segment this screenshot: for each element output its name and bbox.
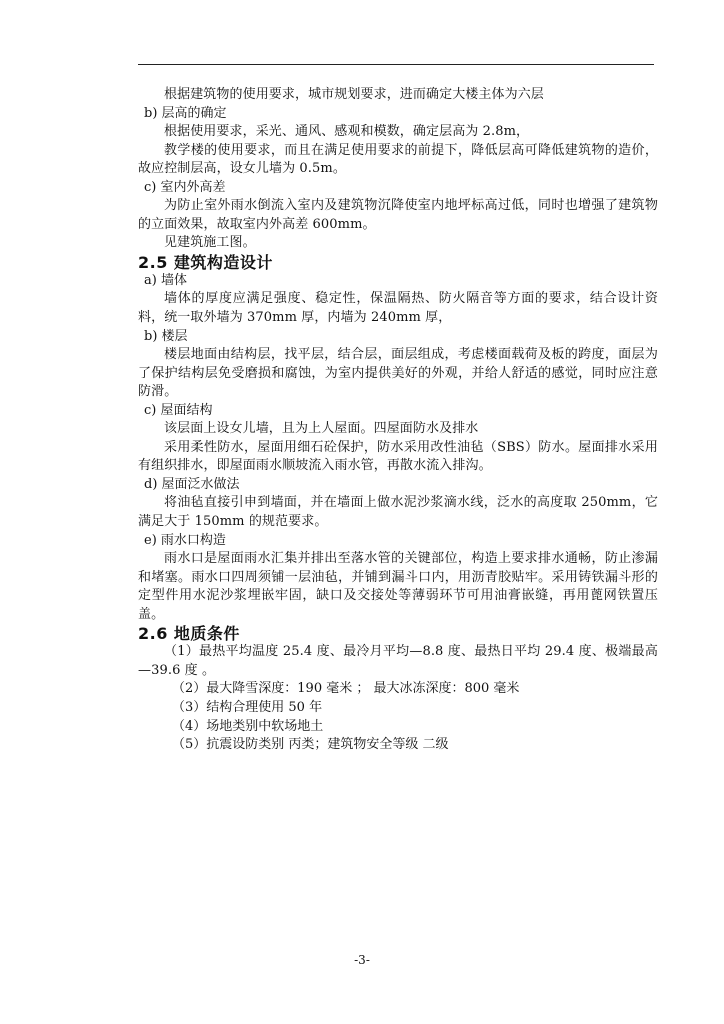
subheading-roof-flashing: d) 屋面泛水做法 [144, 476, 240, 492]
paragraph-building-floors: 根据建筑物的使用要求，城市规划要求，进而确定大楼主体为六层 [164, 87, 544, 102]
page-body [138, 86, 658, 755]
subheading-floor-height: b) 层高的确定 [144, 105, 227, 121]
paragraph-see-drawings: 见建筑施工图。 [164, 235, 256, 251]
header-rule [138, 64, 654, 65]
subheading-walls: a) 墙体 [144, 272, 187, 288]
paragraph-floors: 楼层地面由结构层，找平层，结合层，面层组成，考虑楼面载荷及板的跨度，面层为了保护结构层免受磨损和腐蚀，为室内提供美好的外观，并给人舒适的感觉，同时应注意防滑。 [138, 347, 658, 400]
paragraph-height-difference: 为防止室外雨水倒流入室内及建筑物沉降使室内地坪标高过低，同时也增强了建筑物的立面效果，故取室内外高差 600mm。 [138, 198, 658, 232]
list-item-snow-frost: （2）最大降雪深度：190 毫米 ； 最大冰冻深度：800 毫米 [172, 681, 520, 697]
paragraph-walls: 墙体的厚度应满足强度、稳定性，保温隔热、防火隔音等方面的要求，结合设计资料，统一取外墙为 370mm 厚，内墙为 240mm 厚， [138, 291, 658, 326]
list-item-temperature: （1）最热平均温度 25.4 度、最冷月平均—8.8 度、最热日平均 29.4 度、极端最高—39.6 度 。 [138, 644, 658, 678]
paragraph-roof-parapet: 该层面上设女儿墙，且为上人屋面。四屋面防水及排水 [164, 421, 479, 437]
list-item-site-category: （4）场地类别中软场地土 [172, 718, 324, 734]
page-number: -3- [354, 953, 370, 967]
paragraph-roof-waterproofing: 采用柔性防水，屋面用细石砼保护，防水采用改性油毡（SBS）防水。屋面排水采用有组织排水，即屋面雨水顺坡流入雨水管，再散水流入排沟。 [138, 439, 658, 474]
paragraph-roof-flashing: 将油毡直接引申到墙面，并在墙面上做水泥沙浆滴水线，泛水的高度取 250mm，它满足大于 150mm 的规范要求。 [138, 495, 658, 530]
subheading-floors: b) 楼层 [144, 328, 188, 344]
list-item-seismic: （5）抗震设防类别 丙类；建筑物安全等级 二级 [172, 737, 449, 753]
subheading-roof-structure: c) 屋面结构 [144, 402, 213, 418]
section-heading-geology: 2.6 地质条件 [138, 624, 240, 644]
section-heading-construction: 2.5 建筑构造设计 [138, 252, 273, 272]
paragraph-floor-cost: 教学楼的使用要求，而且在满足使用要求的前提下，降低层高可降低建筑物的造价，故应控制层高，设女儿墙为 0.5m。 [138, 142, 658, 177]
paragraph-floor-height: 根据使用要求，采光、通风、感观和模数，确定层高为 2.8m， [164, 124, 530, 140]
paragraph-rain-outlet: 雨水口是屋面雨水汇集并排出至落水管的关键部位，构造上要求排水通畅，防止渗漏和堵塞。雨水口四周须铺一层油毡，并铺到漏斗口内，用沥青胶贴牢。采用铸铁漏斗形的定型件用水泥沙浆埋嵌牢固，缺口及交接处等薄弱环节可用油膏嵌缝，再用蓖网铁置压盖。 [138, 551, 658, 622]
subheading-height-difference: c) 室内外高差 [144, 179, 226, 195]
subheading-rain-outlet: e) 雨水口构造 [144, 532, 226, 548]
list-item-service-life: （3）结构合理使用 50 年 [172, 699, 323, 715]
